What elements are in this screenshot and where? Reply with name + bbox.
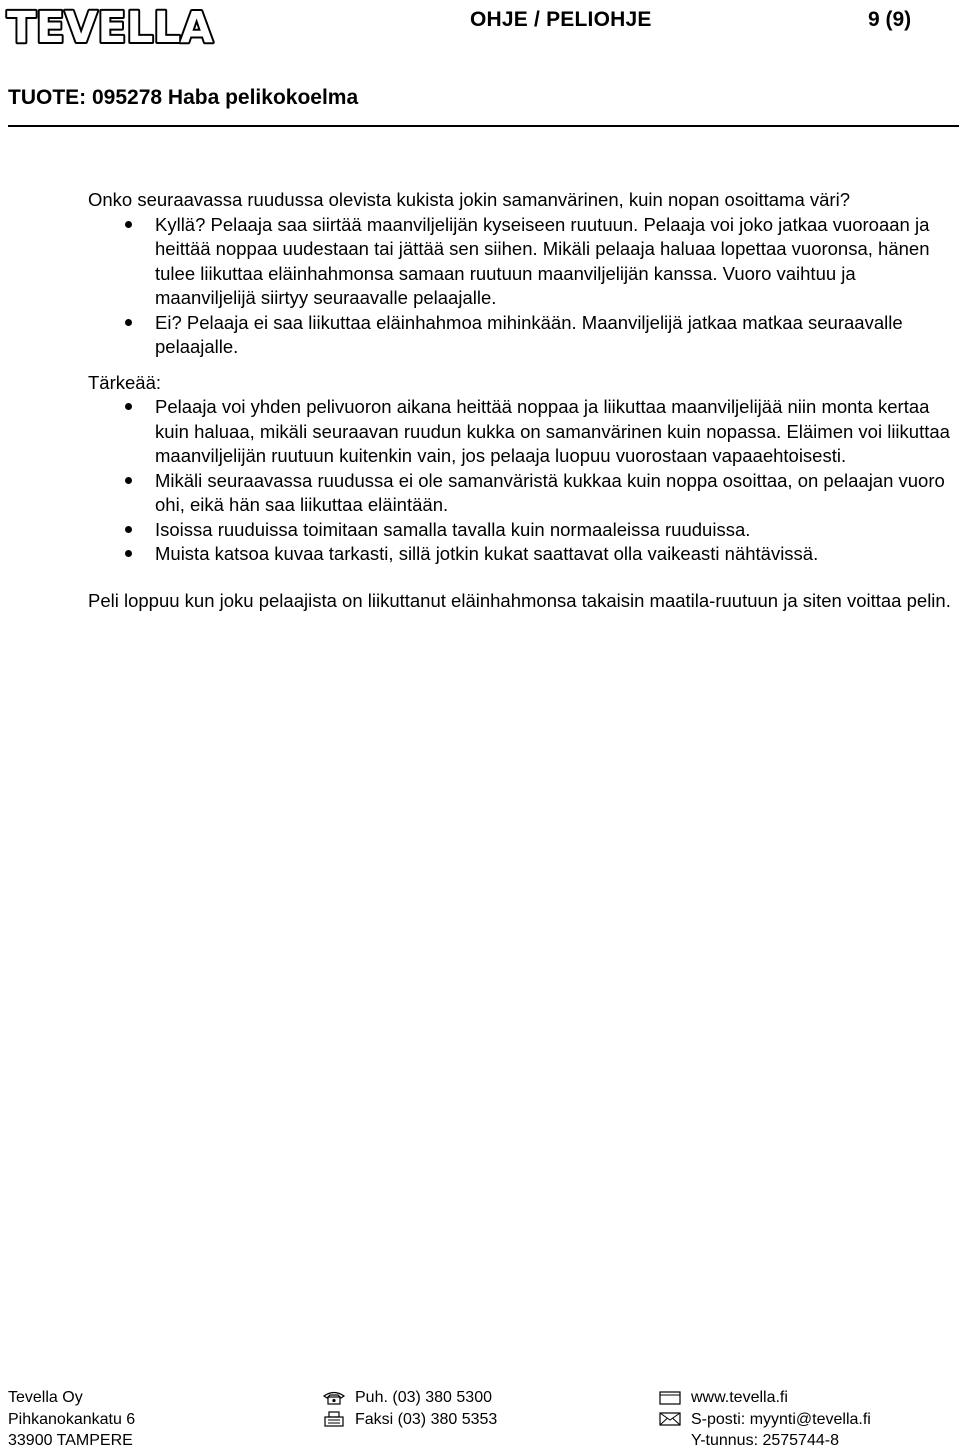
footer-contact [322, 1387, 497, 1430]
phone-number: Puh. (03) 380 5300 [355, 1389, 492, 1406]
header-divider [8, 125, 959, 127]
question-text: Onko seuraavassa ruudussa olevista kukista jokin samanvärinen, kuin nopan osoittama väri? [88, 189, 850, 210]
email-link[interactable]: S-posti: myynti@tevella.fi [691, 1410, 871, 1428]
fax-number: Faksi (03) 380 5353 [355, 1410, 498, 1428]
footer-address [8, 1387, 135, 1452]
important-item: Mikäli seuraavassa ruudussa ei ole samanväristä kukkaa kuin noppa osoittaa, on pelaajan vuoro ohi, eikä hän saa liikuttaa eläintään. [88, 469, 956, 518]
svg-text:TEVELLA: TEVELLA [7, 3, 214, 50]
tevella-logo [4, 0, 218, 50]
instructions-body [88, 188, 956, 613]
important-heading: Tärkeää: [88, 371, 162, 393]
website-link[interactable]: www.tevella.fi [691, 1389, 788, 1406]
document-type: OHJE / PELIOHJE [470, 8, 652, 31]
web-icon [658, 1390, 682, 1406]
fax-icon [322, 1411, 346, 1427]
answer-list [88, 213, 956, 360]
answer-yes: Kyllä? Pelaaja saa siirtää maanviljelijän kyseiseen ruutuun. Pelaaja voi joko jatkaa vuoroaan ja heittää noppaa uudestaan tai jättää sen siihen. Mikäli pelaaja haluaa lopettaa vuoronsa, hänen tulee liikuttaa eläinhahmonsa samaan ruutuun maanviljelijän kanssa. Vuoro vaihtuu ja maanviljelijä siirtyy seuraavalle pelaajalle. [88, 213, 956, 311]
important-list [88, 395, 956, 567]
company-name: Tevella Oy [8, 1389, 83, 1406]
important-item: Isoissa ruuduissa toimitaan samalla tavalla kuin normaaleissa ruuduissa. [88, 518, 956, 543]
answer-no: Ei? Pelaaja ei saa liikuttaa eläinhahmoa mihinkään. Maanviljelijä jatkaa matkaa seuraavalle pelaajalle. [88, 311, 956, 360]
city-address: 33900 TAMPERE [8, 1432, 133, 1449]
game-end-text: Peli loppuu kun joku pelaajista on liikuttanut eläinhahmonsa takaisin maatila-ruutuun ja siten voittaa pelin. [88, 589, 951, 611]
envelope-icon [658, 1411, 682, 1427]
important-item: Muista katsoa kuvaa tarkasti, sillä jotkin kukat saattavat olla vaikeasti nähtävissä. [88, 542, 956, 567]
street-address: Pihkanokankatu 6 [8, 1410, 136, 1428]
important-item: Pelaaja voi yhden pelivuoron aikana heittää noppaa ja liikuttaa maanviljelijää niin monta kertaa kuin haluaa, mikäli seuraavan ruudun kukka on samanvärinen kuin nopassa. Eläimen voi liikuttaa maanviljelijän ruutuun kuitenkin vain, jos pelaaja luopuu vuorostaan vapaaehtoisesti. [88, 395, 956, 469]
footer-online [658, 1387, 871, 1452]
business-id: Y-tunnus: 2575744-8 [691, 1432, 839, 1449]
telephone-icon [322, 1390, 346, 1406]
product-title: TUOTE: 095278 Haba pelikokoelma [8, 86, 359, 109]
page-number: 9 (9) [868, 8, 912, 31]
